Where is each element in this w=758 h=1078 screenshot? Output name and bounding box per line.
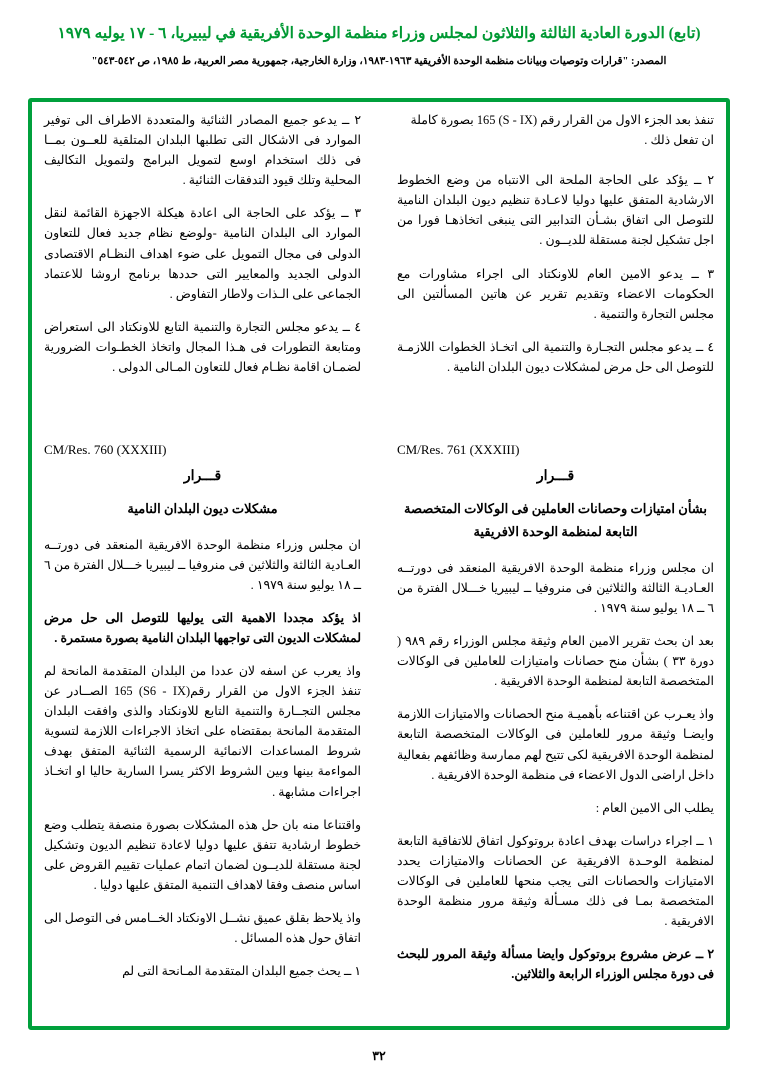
paragraph: ١ ــ اجراء دراسات بهدف اعادة بروتوكول اتفاق للاتفاقية التابعة لمنظمة الوحـدة الافريقية عن الحصانات والامتيازات يحدد الامتيازات والحصانات التى يجب منحها للعاملين فى الوكالات المتخصصة بمـا فى ذلك مسـألة وثيقة مرور منظمة الوحدة الافريقية . [397,833,714,929]
paragraph: ٤ ــ يدعو مجلس التجارة والتنمية التابع للاونكتاد الى استعراض ومتابعة التطورات فى هـذا المجال واتخاذ الخطـوات الضرورية لضمـان اقامة نظـام فعال للتعاون المـالى الدولى . [44,319,361,375]
resolution-number: CM/Res. 761 (XXXIII) [397,442,520,458]
paragraph: واقتناعا منه بان حل هذه المشكلات بصورة منصفة يتطلب وضع خطوط ارشادية تتفق عليها دوليا لاعادة تنظيم الديون وتشكيل لجنة مستقلة للديــون لضمان اتمام عمليات تقييم القروض على اساس منصف وفقا لاهداف التنمية المتفق عليها دوليا . [44,817,361,892]
document-header [0,0,758,70]
paragraph: واذ يلاحظ بقلق عميق نشــل الاونكتاد الخــامس فى التوصل الى اتفاق حول هذه المسائل . [44,911,361,946]
paragraph: ان مجلس وزراء منظمة الوحدة الافريقية المنعقد فى دورتــه العـاديـة الثالثة والثلاثين فى منروفيا ــ ليبيريا خـــلال الفترة من ٦ ــ ١٨ يوليو سنة ١٩٧٩ . [397,560,714,615]
two-column-body [44,110,714,1018]
paragraph: ٢ ــ يدعو جميع المصادر الثنائية والمتعددة الاطراف الى توفير الموارد فى الاشكال التى تطلبها البلدان المتلقية للعــون بمــا فى ذلك استخدام اوسع لتمويل البرامج ولتمويل التكاليف المحلية وتلك قيود التدفقات الثنائية . [44,113,361,188]
paragraph: بعد ان بحث تقرير الامين العام وثيقة مجلس الوزراء رقم ٩٨٩ ( دورة ٣٣ ) بشأن منح حصانات وامتيازات للعاملين فى الوكالات المتخصصة التابعة لمنظمة الوحدة الافريقية . [397,634,714,689]
resolution-number: CM/Res. 760 (XXXIII) [44,442,167,458]
source-line: المصدر: "قرارات وتوصيات وبيانات منظمة الوحدة الأفريقية ١٩٦٣-١٩٨٣، وزارة الخارجية، جمهورية مصر العربية، ط ١٩٨٥، ص ٥٤٢-٥٤٣" [91,56,667,68]
resolution-title: مشكلات ديون البلدان النامية [127,501,278,517]
paragraph: ٣ ــ يؤكد على الحاجة الى اعادة هيكلة الاجهزة القائمة لنقل الموارد الى البلدان النامية -ولوضع نظام جديد فعال للتعاون الدولى فى مجال التمويل على ضوء اهداف النظـام الاقتصادى الدولى الجديد والمعايير التى حددها برنامج اروشا للاعتماد الجماعى على الـذات ولاطار التفاوض . [44,206,361,301]
paragraph: يطلب الى الامين العام : [595,800,714,815]
paragraph: ٢ ــ عرض مشروع بروتوكول وايضا مسألة وثيقة المرور للبحث فى دورة مجلس الوزراء الرابعة والثلاثين. [397,947,714,982]
column-right [44,110,361,1018]
resolution-label: قـــرار [183,469,222,485]
column-left [397,110,714,1018]
resolution-title: بشأن امتيازات وحصانات العاملين فى الوكالات المتخصصة التابعة لمنظمة الوحدة الافريقية [403,501,708,540]
paragraph: اذ يؤكد مجددا الاهمية التى يوليها للتوصل الى حل مرض لمشكلات الديون التى تواجهها البلدان النامية بصورة مستمرة . [44,610,361,645]
paragraph: ٢ ــ يؤكد على الحاجة الملحة الى الانتباه من وضع الخطوط الارشادية المتفق عليها دوليا لاعـادة تنظيم ديون البلدان النامية للتوصل الى اتفاق بشـأن التدابير التى ينبغى اتخاذهـا فورا من اجل تشكيل لجنة مستقلة للديــون . [397,173,714,248]
paragraph: واذ يعـرب عن اقتناعه بأهميـة منح الحصانات والامتيازات اللازمة وايضـا وثيقة مرور للعاملين فى الوكالات المتخصصة التابعة لمنظمة الوحدة الافريقية لكى تتيح لهم ممارسة وظائفهم بفعالية داخل اراضى الدول الاعضاء فى منظمة الوحدة الافريقية . [397,707,714,782]
paragraph: ان مجلس وزراء منظمة الوحدة الافريقية المنعقد فى دورتــه العـادية الثالثة والثلاثين فى منروفيا ــ ليبيريا خـــلال الفترة من ٦ ــ ١٨ يوليو سنة ١٩٧٩ . [44,537,361,592]
paragraph: واذ يعرب عن اسفه لان عددا من البلدان المتقدمة المانحة لم تنفذ الجزء الاول من القرار رقم(S6 - IX) 165 الصــادر عن مجلس التجــارة والتنمية التابع للاونكتاد والذى وافقت البلدان المتقدمة المانحة بمقتضاه على اتخاذ الاجراءات اللازمة لتسوية شروط المساعدات الانمائية الرسمية الثنائية المتفق بهدف المواءمة بينها وبين الشروط الاكثر يسرا السارية حاليا او اتخـاذ اجراءات مشابهة . [44,663,361,799]
page-title: (تابع) الدورة العادية الثالثة والثلاثون لمجلس وزراء منظمة الوحدة الأفريقية في ليبيريا، ٦ - ١٧ يوليه ١٩٧٩ [57,25,701,42]
paragraph: ٤ ــ يدعو مجلس التجـارة والتنمية الى اتخـاذ الخطوات اللازمـة للتوصل الى حل مرض لمشكلات ديون البلدان النامية . [397,339,714,374]
paragraph: ٣ ــ يدعو الامين العام للاونكتاد الى اجراء مشاورات مع الحكومات الاعضاء وتقديم تقرير عن هاتين المسألتين الى مجلس التجارة والتنمية . [397,266,714,321]
paragraph: تنفذ بعد الجزء الاول من القرار رقم (S - IX) 165 بصورة كاملة ان تفعل ذلك . [410,113,714,148]
paragraph: ١ ــ يحث جميع البلدان المتقدمة المـانحة التى لم [122,964,361,979]
resolution-label: قـــرار [536,469,575,485]
page-number: ٣٢ [372,1049,386,1063]
